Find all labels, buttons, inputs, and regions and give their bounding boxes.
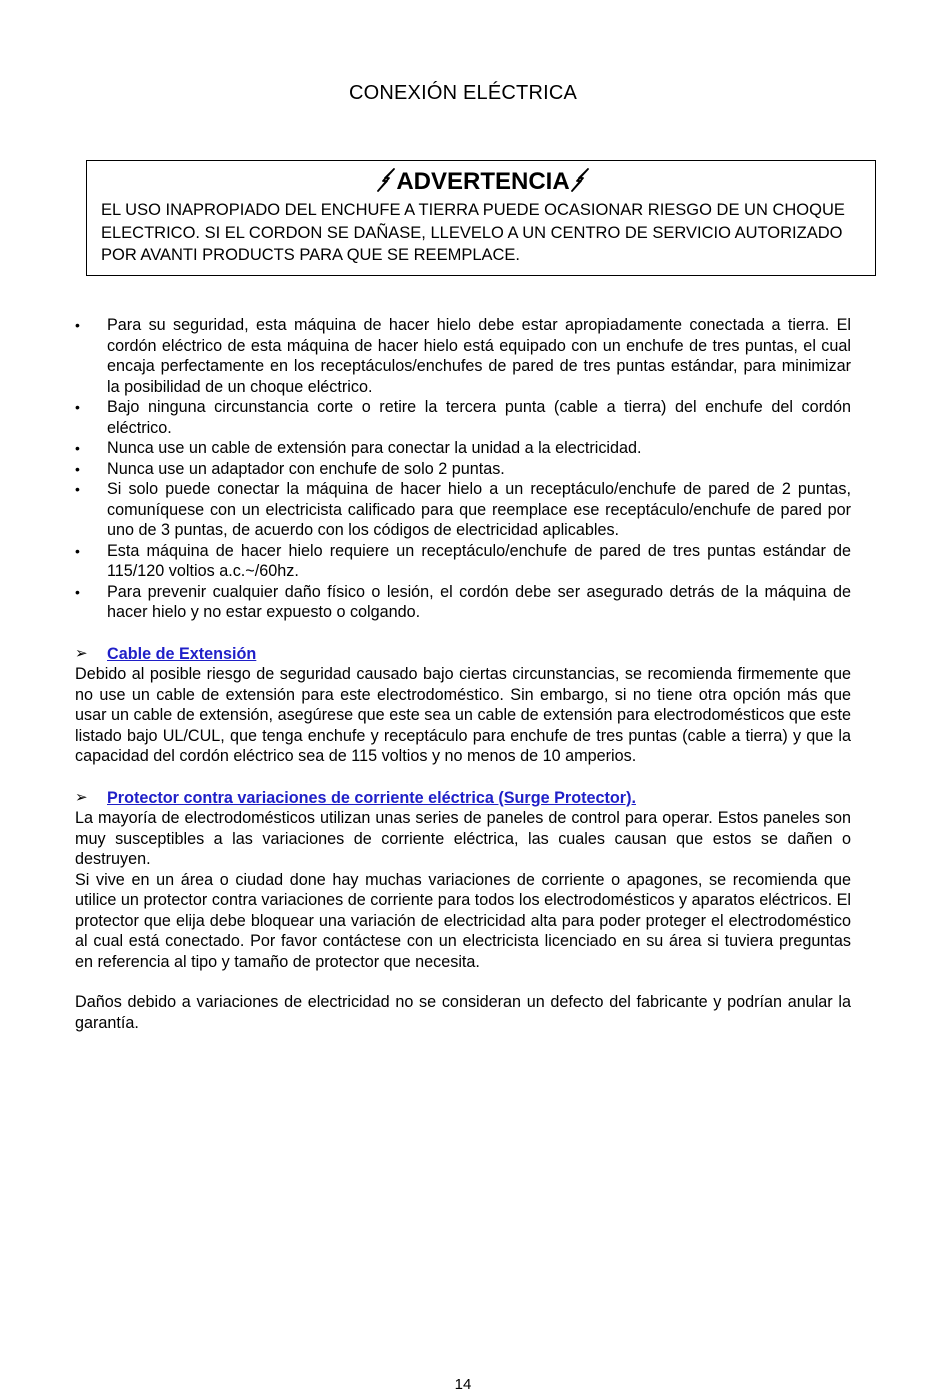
bullet-dot-icon: • xyxy=(75,440,80,456)
surge-heading: Protector contra variaciones de corriente eléctrica (Surge Protector). xyxy=(107,788,636,807)
warning-box xyxy=(86,160,876,276)
arrowhead-icon: ➢ xyxy=(75,788,88,806)
list-item xyxy=(75,459,851,480)
lightning-bolt-icon xyxy=(570,168,590,192)
bullet-dot-icon: • xyxy=(75,481,80,497)
list-item-text: Nunca use un cable de extensión para conectar la unidad a la electricidad. xyxy=(107,439,642,457)
bullet-dot-icon: • xyxy=(75,460,80,477)
warning-text: EL USO INAPROPIADO DEL ENCHUFE A TIERRA PUEDE OCASIONAR RIESGO DE UN CHOQUE ELECTRICO. SI EL CORDON SE DAÑASE, LLEVELO A UN CENTRO DE SERVICIO AUTORIZADO POR AVANTI PRODUCTS PARA QUE SE REEMPLACE. xyxy=(101,201,845,264)
list-item-text: Para su seguridad, esta máquina de hacer hielo debe estar apropiadamente conectada a tierra. El cordón eléctrico de esta máquina de hacer hielo está equipado con un enchufe de tres puntas, el cual encaja perfectamente en los receptáculos/enchufes de pared de tres puntas estándar, para minimizar la posibilidad de un choque eléctrico. xyxy=(107,316,851,396)
list-item xyxy=(75,438,851,459)
list-item-text: Esta máquina de hacer hielo requiere un receptáculo/enchufe de pared de tres puntas estándar de 115/120 voltios a.c.~/60hz. xyxy=(107,541,851,580)
list-item xyxy=(75,541,851,582)
warning-heading: ADVERTENCIA xyxy=(396,168,570,195)
warning-heading-row xyxy=(101,167,865,197)
list-item xyxy=(75,479,851,541)
page-number: 14 xyxy=(454,1376,472,1393)
safety-list xyxy=(75,315,851,623)
surge-paragraph-3: Daños debido a variaciones de electricidad no se consideran un defecto del fabricante y podrían anular la garantía. xyxy=(75,993,851,1032)
lightning-bolt-icon xyxy=(376,168,396,192)
extension-heading-row xyxy=(75,644,851,665)
bullet-dot-icon: • xyxy=(75,317,80,333)
list-item xyxy=(75,315,851,397)
list-item-text: Bajo ninguna circunstancia corte o retire la tercera punta (cable a tierra) del enchufe del cordón eléctrico. xyxy=(107,398,851,437)
list-item xyxy=(75,397,851,438)
bullet-dot-icon: • xyxy=(75,583,80,600)
surge-section xyxy=(75,788,851,1034)
bullet-dot-icon: • xyxy=(75,542,80,559)
page-title: CONEXIÓN ELÉCTRICA xyxy=(348,82,578,104)
list-item-text: Nunca use un adaptador con enchufe de solo 2 puntas. xyxy=(107,459,505,478)
surge-paragraph-1: La mayoría de electrodomésticos utilizan unas series de paneles de control para operar. Estos paneles son muy susceptibles a las variaciones de corriente eléctrica, las cuales causan que estos se dañen o destruyen. xyxy=(75,809,851,868)
list-item-text: Si solo puede conectar la máquina de hacer hielo a un receptáculo/enchufe de pared de 2 puntas, comuníquese con un electricista calificado para que reemplace ese receptáculo/enchufe de pared por uno de 3 puntas, de acuerdo con los códigos de electricidad aplicables. xyxy=(107,480,851,539)
list-item-text: Para prevenir cualquier daño físico o lesión, el cordón debe ser asegurado detrás de la máquina de hacer hielo y no estar expuesto o colgando. xyxy=(107,582,851,621)
surge-paragraph-2: Si vive en un área o ciudad done hay muchas variaciones de corriente o apagones, se recomienda que utilice un protector contra variaciones de corriente para todos los electrodomésticos y aparatos eléctricos. El protector que elija debe bloquear una variación de electricidad alta para poder proteger el electrodoméstico al cual está conectado. Por favor contáctese con un electricista licenciado en su área si tuviera preguntas en referencia al tipo y tamaño de protector que necesita. xyxy=(75,870,851,971)
bullet-dot-icon: • xyxy=(75,399,80,415)
list-item xyxy=(75,582,851,623)
document-body xyxy=(75,315,851,1033)
extension-section xyxy=(75,644,851,767)
extension-heading: Cable de Extensión xyxy=(107,644,257,663)
extension-text: Debido al posible riesgo de seguridad causado bajo ciertas circunstancias, se recomienda firmemente que no use un cable de extensión para este electrodoméstico. Sin embargo, si no tiene otra opción más que usar un cable de extensión, asegúrese que este sea un cable de extensión para electrodomésticos que este listado bajo UL/CUL, que tenga enchufe y receptáculo para enchufe de tres puntas (cable a tierra) y que la capacidad del cordón eléctrico sea de 115 voltios y no menos de 10 amperios. xyxy=(75,665,851,765)
surge-heading-row xyxy=(75,788,851,809)
arrowhead-icon: ➢ xyxy=(75,644,88,662)
